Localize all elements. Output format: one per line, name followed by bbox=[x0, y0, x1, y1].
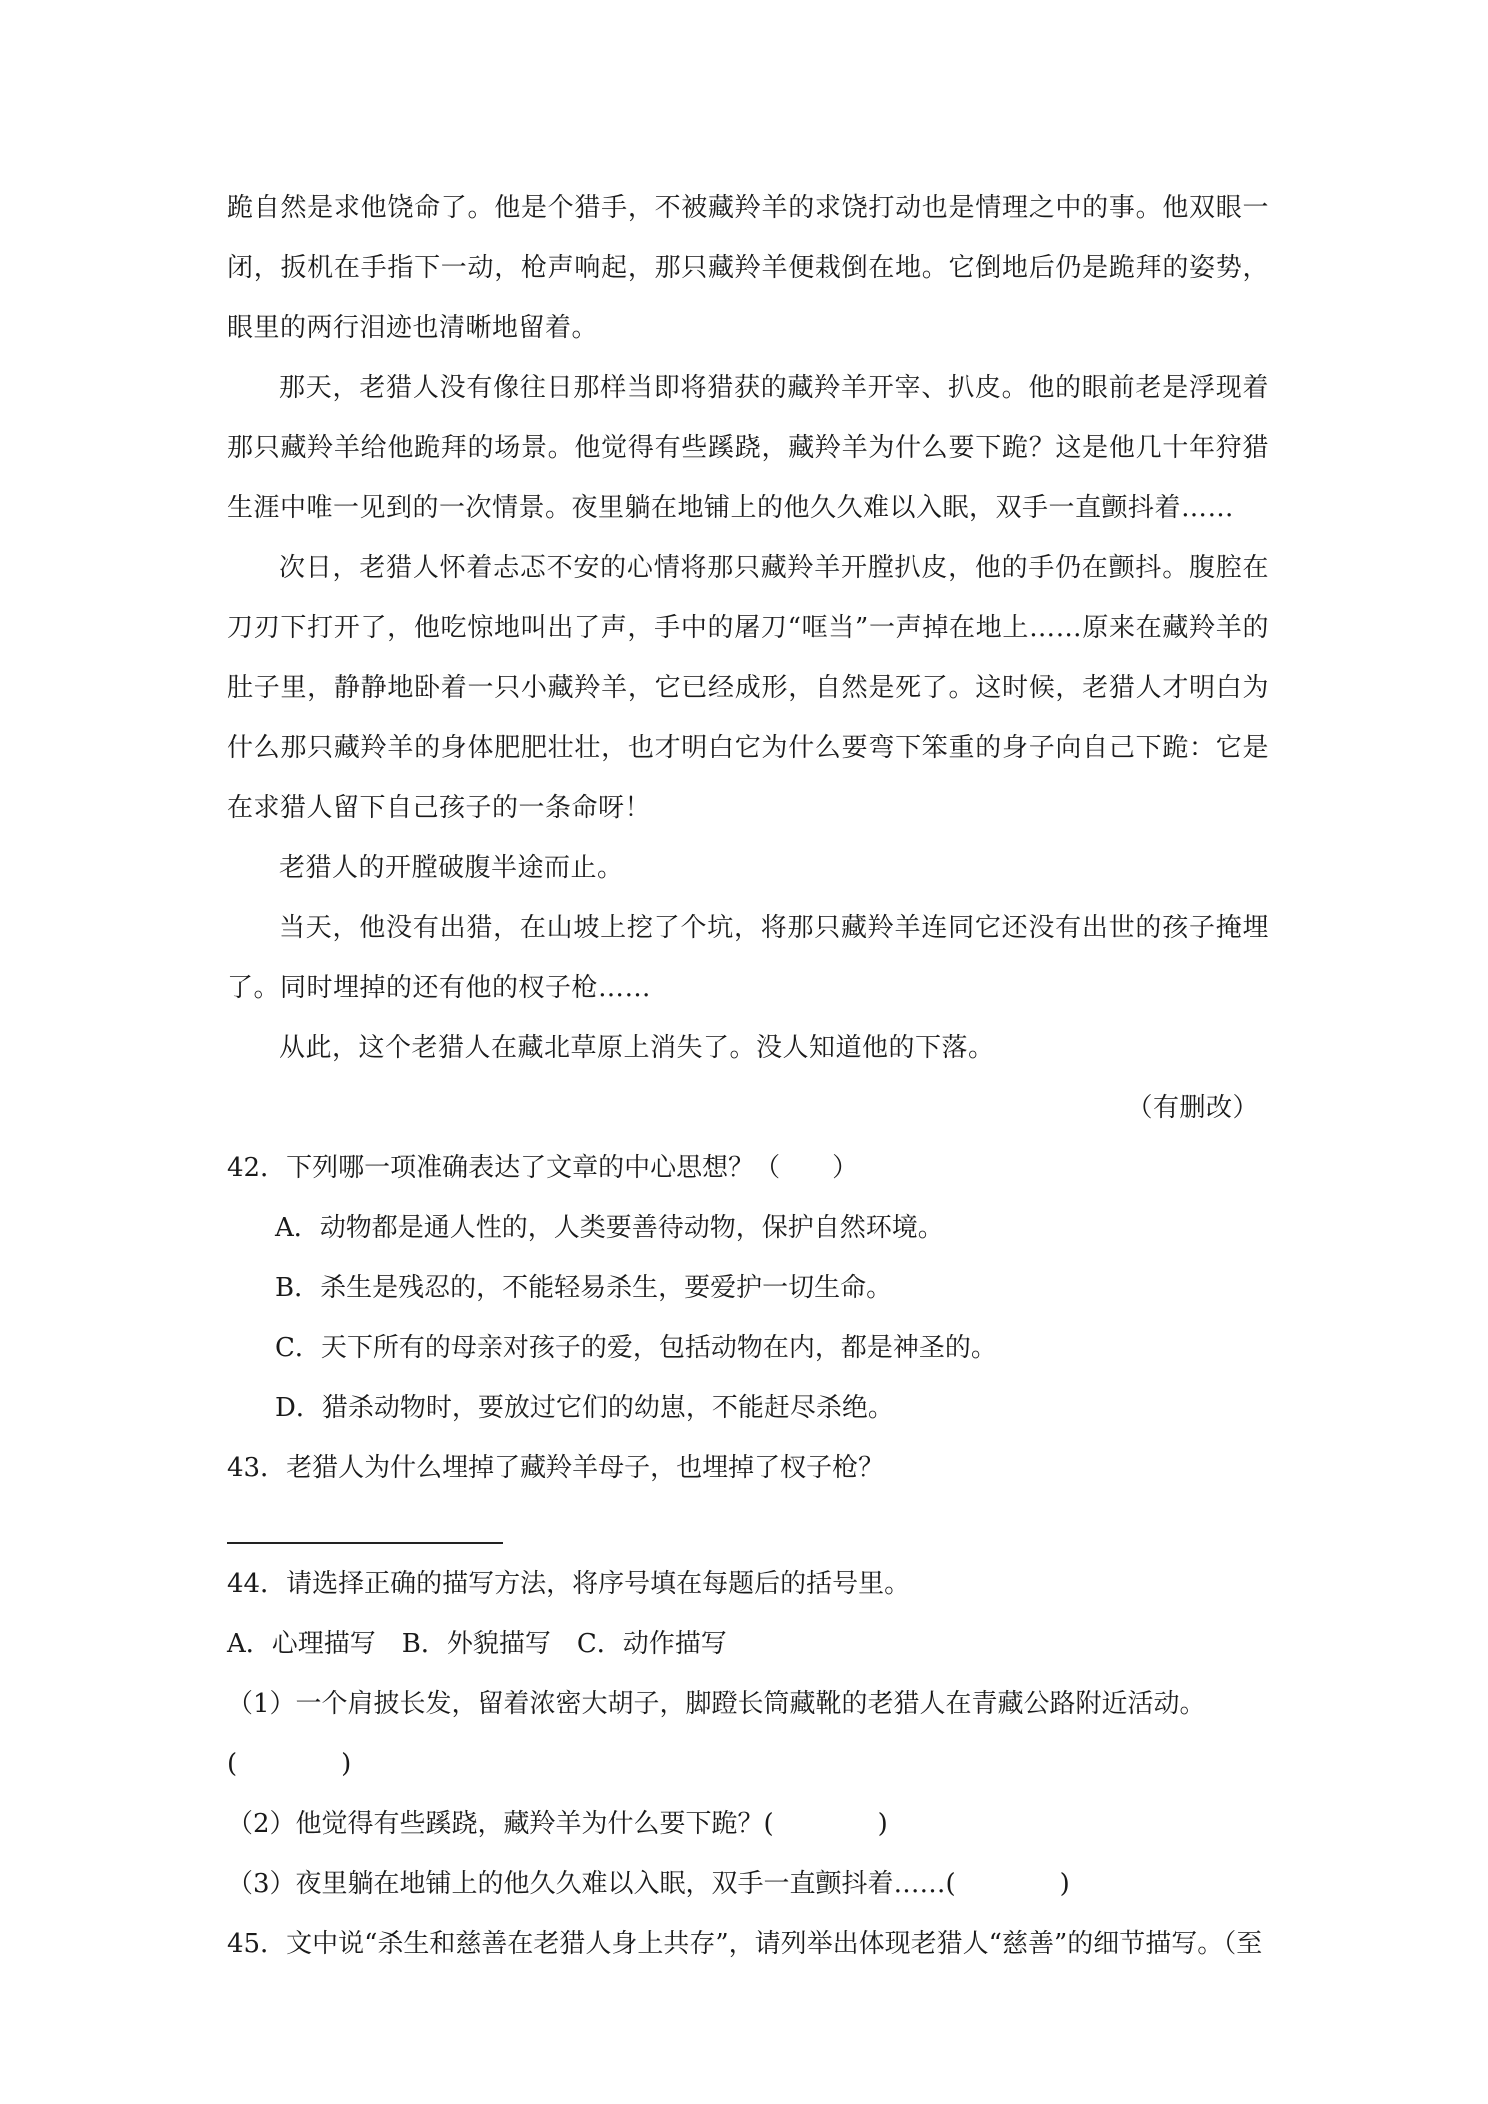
question-43-answer-line[interactable] bbox=[227, 1542, 503, 1544]
question-44-item-3: （3）夜里躺在地铺上的他久久难以入眠，双手一直颤抖着……( ) bbox=[227, 1869, 1070, 1899]
question-42-option-c: C．天下所有的母亲对孩子的爱，包括动物在内，都是神圣的。 bbox=[275, 1333, 997, 1363]
question-43-stem: 43．老猎人为什么埋掉了藏羚羊母子，也埋掉了杈子枪？ bbox=[227, 1453, 885, 1483]
question-44-item-1: （1）一个肩披长发，留着浓密大胡子，脚蹬长筒藏靴的老猎人在青藏公路附近活动。 bbox=[227, 1689, 1206, 1719]
passage-paragraph-4: 老猎人的开膛破腹半途而止。 bbox=[279, 853, 624, 883]
passage-paragraph-1: 跪自然是求他饶命了。他是个猎手，不被藏羚羊的求饶打动也是情理之中的事。他双眼一闭，扳机在手指下一动，枪声响起，那只藏羚羊便栽倒在地。它倒地后仍是跪拜的姿势，眼里的两行泪迹也清晰地留着。 bbox=[227, 193, 1269, 343]
question-44-item-2: （2）他觉得有些蹊跷，藏羚羊为什么要下跪？( ) bbox=[227, 1809, 888, 1839]
edit-note: （有删改） bbox=[1126, 1093, 1259, 1123]
question-42-option-a: A．动物都是通人性的，人类要善待动物，保护自然环境。 bbox=[275, 1213, 944, 1243]
question-45-stem: 45．文中说“杀生和慈善在老猎人身上共存”，请列举出体现老猎人“慈善”的细节描写。（至 bbox=[227, 1929, 1263, 1959]
passage-paragraph-6: 从此，这个老猎人在藏北草原上消失了。没人知道他的下落。 bbox=[279, 1033, 995, 1063]
question-44-stem: 44．请选择正确的描写方法，将序号填在每题后的括号里。 bbox=[227, 1569, 911, 1599]
passage-paragraph-3: 次日，老猎人怀着忐忑不安的心情将那只藏羚羊开膛扒皮，他的手仍在颤抖。腹腔在刀刃下打开了，他吃惊地叫出了声，手中的屠刀“哐当”一声掉在地上……原来在藏羚羊的肚子里，静静地卧着一只小藏羚羊，它已经成形，自然是死了。这时候，老猎人才明白为什么那只藏羚羊的身体肥肥壮壮，也才明白它为什么要弯下笨重的身子向自己下跪：它是在求猎人留下自己孩子的一条命呀！ bbox=[227, 553, 1269, 823]
question-42-option-b: B．杀生是残忍的，不能轻易杀生，要爱护一切生命。 bbox=[275, 1273, 893, 1303]
question-44-choices: A．心理描写 B．外貌描写 C．动作描写 bbox=[227, 1629, 727, 1659]
passage-paragraph-5: 当天，他没有出猎，在山坡上挖了个坑，将那只藏羚羊连同它还没有出世的孩子掩埋了。同时埋掉的还有他的杈子枪…… bbox=[227, 913, 1269, 1003]
question-42-option-d: D．猎杀动物时，要放过它们的幼崽，不能赶尽杀绝。 bbox=[275, 1393, 894, 1423]
question-44-item-1-blank[interactable]: ( ) bbox=[227, 1749, 352, 1779]
question-42-stem: 42．下列哪一项准确表达了文章的中心思想？（ ） bbox=[227, 1153, 859, 1183]
passage-paragraph-2: 那天，老猎人没有像往日那样当即将猎获的藏羚羊开宰、扒皮。他的眼前老是浮现着那只藏羚羊给他跪拜的场景。他觉得有些蹊跷，藏羚羊为什么要下跪？这是他几十年狩猎生涯中唯一见到的一次情景。夜里躺在地铺上的他久久难以入眠，双手一直颤抖着…… bbox=[227, 373, 1269, 523]
page-content bbox=[227, 178, 1269, 1974]
